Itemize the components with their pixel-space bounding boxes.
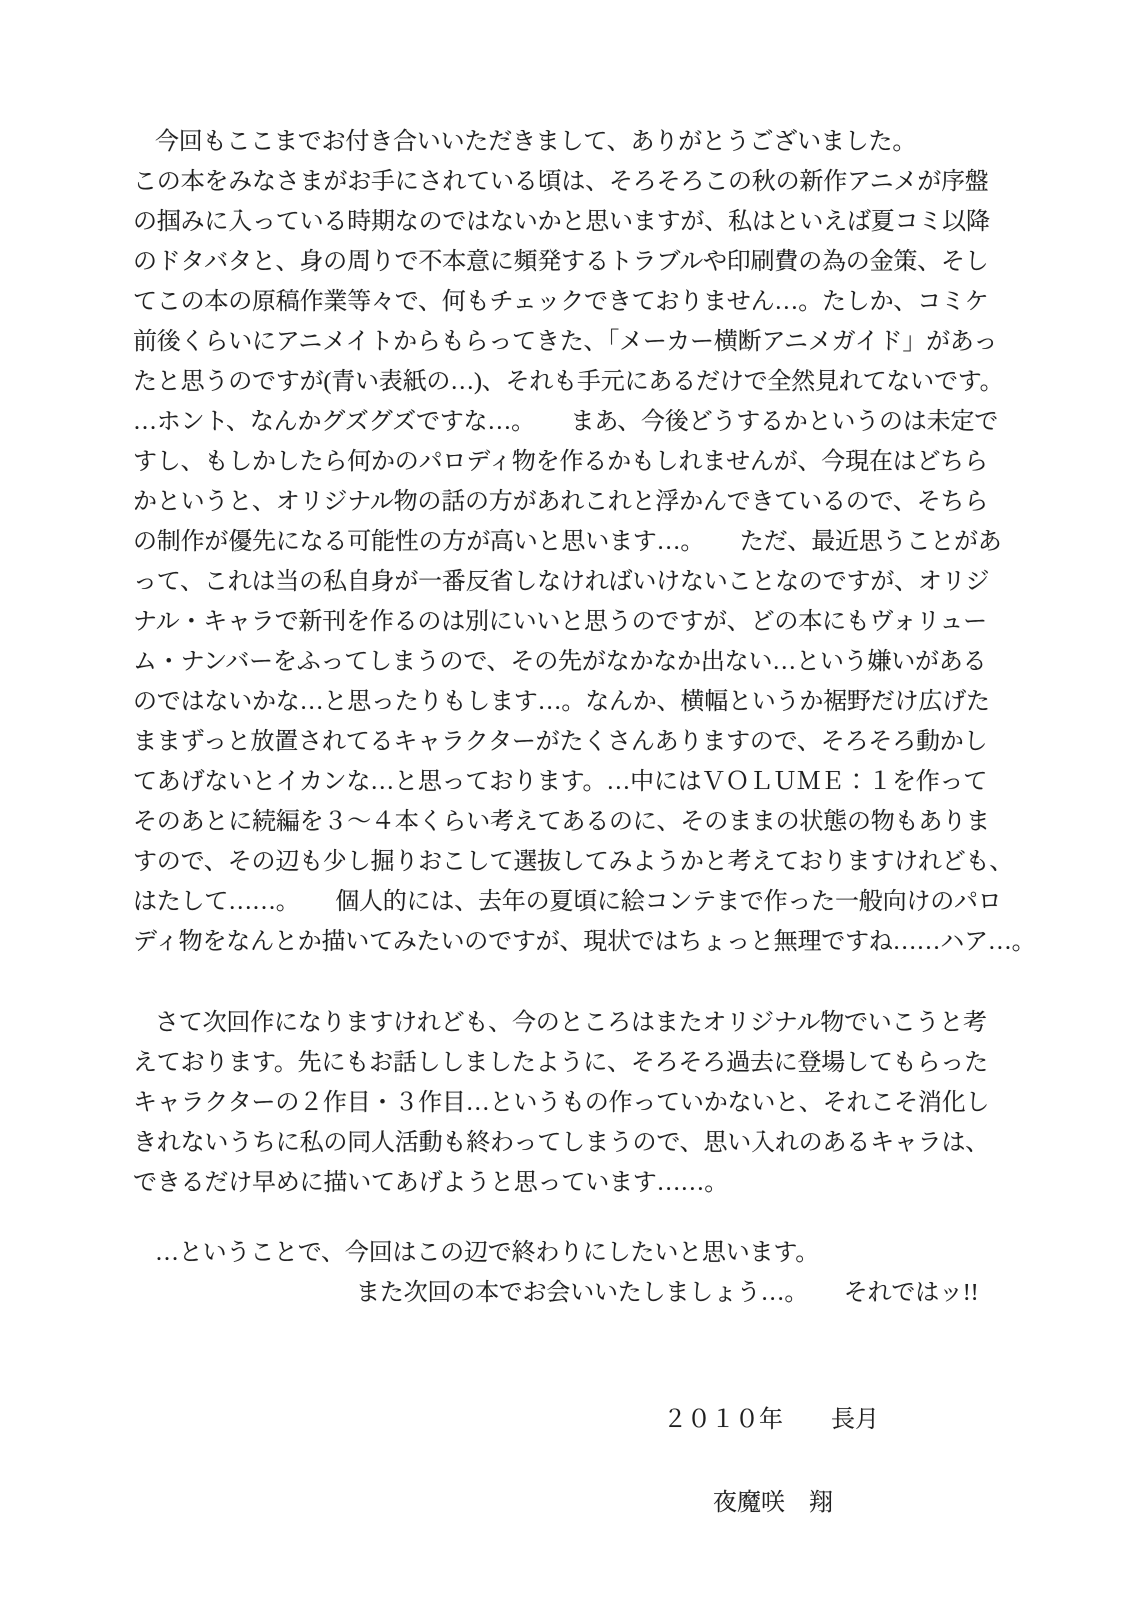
text-line: きれないうちに私の同人活動も終わってしまうので、思い入れのあるキャラは、 — [133, 1130, 990, 1156]
text-line: さて次回作になりますけれども、今のところはまたオリジナル物でいこうと考 — [155, 1010, 987, 1036]
text-line: …ホント、なんかグズグズですな…。 まあ、今後どうするかというのは未定で — [133, 409, 998, 435]
text-line: かというと、オリジナル物の話の方があれこれと浮かんできているので、そちら — [133, 489, 989, 515]
text-line: ナル・キャラで新刊を作るのは別にいいと思うのですが、どの本にもヴォリュー — [133, 609, 987, 635]
text-line: のドタバタと、身の周りで不本意に頻発するトラブルや印刷費の為の金策、そし — [133, 249, 989, 275]
author-signature: 夜魔咲 翔 — [713, 1490, 833, 1516]
text-line: の掴みに入っている時期なのではないかと思いますが、私はといえば夏コミ以降 — [133, 209, 990, 235]
paragraph-2 — [133, 1003, 1005, 1203]
text-line: えております。先にもお話ししましたように、そろそろ過去に登場してもらった — [133, 1050, 988, 1076]
text-line: たと思うのですが(青い表紙の…)、それも手元にあるだけで全然見れてないです。 — [133, 369, 1004, 395]
closing-line: また次回の本でお会いいたしましょう…。 それではッ!! — [356, 1280, 979, 1306]
text-line: この本をみなさまがお手にされている頃は、そろそろこの秋の新作アニメが序盤 — [133, 169, 989, 195]
text-line: って、これは当の私自身が一番反省しなければいけないことなのですが、オリジ — [133, 569, 990, 595]
text-line: すし、もしかしたら何かのパロディ物を作るかもしれませんが、今現在はどちら — [133, 449, 988, 475]
text-line: てこの本の原稿作業等々で、何もチェックできておりません…。たしか、コミケ — [133, 289, 989, 315]
text-line: のではないかな…と思ったりもします…。なんか、横幅というか裾野だけ広げた — [133, 689, 990, 715]
text-line: ム・ナンバーをふってしまうので、その先がなかなか出ない…という嫌いがある — [133, 649, 987, 675]
afterword-text — [133, 122, 1036, 1313]
paragraph-1 — [133, 122, 1036, 962]
text-line: はたして……。 個人的には、去年の夏頃に絵コンテまで作った一般向けのパロ — [133, 889, 1002, 915]
text-line: ディ物をなんとか描いてみたいのですが、現状ではちょっと無理ですね……ハア…。 — [133, 929, 1036, 955]
text-line: てあげないとイカンな…と思っております。…中にはＶＯＬＵＭＥ：１を作って — [133, 769, 988, 795]
paragraph-3 — [133, 1233, 1005, 1313]
text-line: キャラクターの２作目・３作目…というもの作っていかないと、それこそ消化し — [133, 1090, 990, 1116]
text-line: すので、その辺も少し掘りおこして選抜してみようかと考えておりますけれども、 — [133, 849, 1014, 875]
text-line: 前後くらいにアニメイトからもらってきた、「メーカー横断アニメガイド」があっ — [133, 329, 998, 355]
text-line: の制作が優先になる可能性の方が高いと思います…。 ただ、最近思うことがあ — [133, 529, 1002, 555]
text-line: できるだけ早めに描いてあげようと思っています……。 — [133, 1170, 728, 1196]
text-line: …ということで、今回はこの辺で終わりにしたいと思います。 — [155, 1240, 819, 1266]
text-line: ままずっと放置されてるキャラクターがたくさんありますので、そろそろ動かし — [133, 729, 988, 755]
text-line: そのあとに続編を３～４本くらい考えてあるのに、そのままの状態の物もありま — [133, 809, 990, 835]
text-line: 今回もここまでお付き合いいただきまして、ありがとうございました。 — [155, 129, 917, 155]
date-line: ２０１０年 長月 — [663, 1407, 879, 1433]
